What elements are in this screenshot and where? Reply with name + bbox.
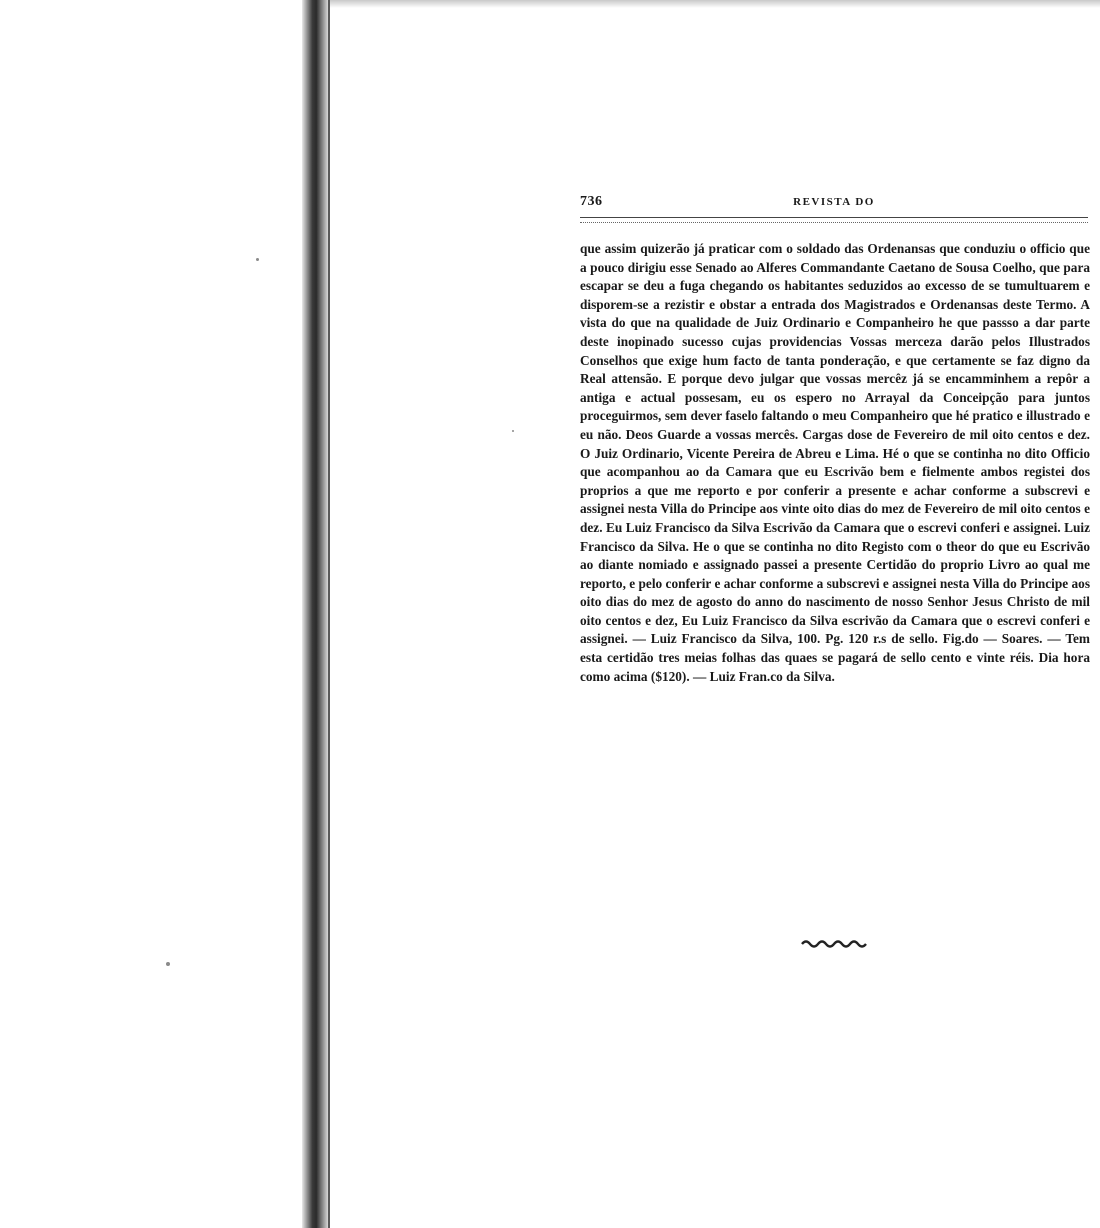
page-header <box>580 194 1088 216</box>
paper-speck <box>166 962 170 966</box>
header-rule <box>580 217 1088 223</box>
book-spine-shadow <box>302 0 328 1228</box>
body-paragraph: que assim quizerão já praticar com o soldado das Ordenansas que conduziu o officio que a pouco dirigiu esse Senado ao Alferes Commandante Caetano de Sousa Coelho, que para escapar se deu a fuga chegando os habitantes seduzidos ao excesso de se tumultuarem e disporem-se a rezistir e obstar a entrada dos Magistrados e Ordenansas deste Termo. A vista do que na qualidade de Juiz Ordinario e Companheiro he que passso a dar parte deste inopinado sucesso cujas providencias Vossas merceza darão pelos Illustrados Conselhos que exige hum facto de tanta ponderação, e que certamente se faz digno da Real attensão. E porque devo julgar que vossas mercêz já se encamminhem a repôr a antiga e actual possesam, eu os espero no Arrayal da Conceipção para juntos proceguirmos, sem dever faselo faltando o meu Companheiro que hé pratico e illustrado e eu não. Deos Guarde a vossas mercês. Cargas dose de Fevereiro de mil oito centos e dez. O Juiz Ordinario, Vicente Pereira de Abreu e Lima. Hé o que se continha no dito Officio que acompanhou ao da Camara que eu Escrivão bem e fielmente ambos registei dos proprios a que me reporto e por conferir a presente e achar conforme a subscrevi e assignei nesta Villa do Principe aos vinte oito dias do mez de Fevereiro de mil oito centos e dez. Eu Luiz Francisco da Silva Escrivão da Camara que o escrevi conferi e assignei. Luiz Francisco da Silva. He o que se continha no dito Registo com o theor do que eu Escrivão ao diante nomiado e assignado passei a presente Certidão do proprio Livro ao qual me reporto, e pelo conferir e achar conforme a subscrevi e assignei nesta Villa do Principe aos oito dias do mez de agosto do anno do nascimento de nosso Senhor Jesus Christo de mil oito centos e dez, Eu Luiz Francisco da Silva escrivão da Camara que o escrevi conferi e assignei. — Luiz Francisco da Silva, 100. Pg. 120 r.s de sello. Fig.do — Soares. — Tem esta certidão tres meias folhas das quaes se pagará de sello cento e vinte réis. Dia hora como acima ($120). — Luiz Fran.co da Silva. <box>580 241 1090 684</box>
paper-speck <box>256 258 259 261</box>
left-page-margin <box>0 0 302 1228</box>
closing-ornament <box>800 938 870 950</box>
body-text <box>580 240 1090 686</box>
page-number: 736 <box>580 194 603 209</box>
running-head: REVISTA DO <box>793 196 875 208</box>
right-page <box>330 0 1100 1228</box>
